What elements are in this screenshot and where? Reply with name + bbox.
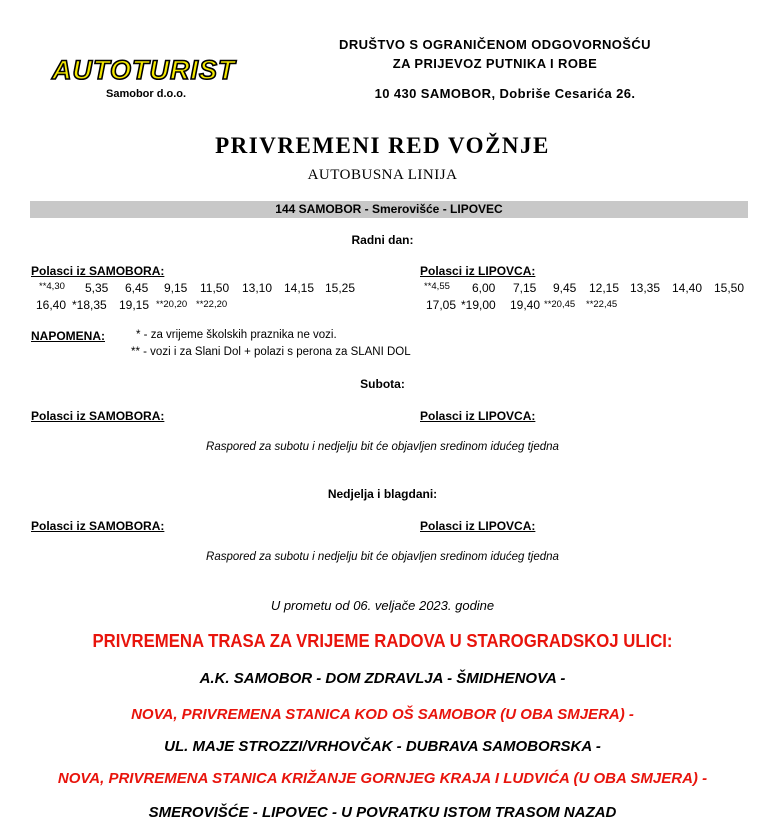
saturday-from-samobor-header: Polasci iz SAMOBORA: — [31, 409, 165, 423]
weekday-label: Radni dan: — [351, 233, 414, 247]
departure-time: **22,45 — [586, 299, 618, 310]
departure-time: 7,15 — [513, 281, 537, 295]
departure-time: 19,40 — [510, 298, 541, 312]
page-title: PRIVREMENI RED VOŽNJE — [215, 133, 550, 158]
company-logo-subtitle: Samobor d.o.o. — [106, 88, 187, 100]
departure-time: **4,30 — [39, 281, 65, 292]
temporary-route-heading: PRIVREMENA TRASA ZA VRIJEME RADOVA U STAROGRADSKOJ ULICI: — [92, 631, 673, 651]
departure-time: **20,20 — [156, 299, 188, 310]
departure-time: *18,35 — [72, 298, 107, 312]
departure-time: *19,00 — [461, 298, 496, 312]
weekday-from-samobor-header: Polasci iz SAMOBORA: — [31, 264, 165, 278]
departure-time: 15,25 — [325, 281, 356, 295]
departure-time: 14,40 — [672, 281, 703, 295]
company-name-line1: DRUŠTVO S OGRANIČENOM ODGOVORNOŠĆU — [339, 37, 651, 52]
saturday-label: Subota: — [360, 377, 405, 391]
route-line-3: UL. MAJE STROZZI/VRHOVČAK - DUBRAVA SAMOBORSKA - — [164, 738, 601, 755]
saturday-from-lipovec-header: Polasci iz LIPOVCA: — [420, 409, 536, 423]
notes-label: NAPOMENA: — [31, 329, 105, 343]
sunday-schedule-info: Raspored za subotu i nedjelju bit će objavljen sredinom idućeg tjedna — [206, 551, 559, 563]
page-subtitle: AUTOBUSNA LINIJA — [307, 167, 458, 183]
company-address: 10 430 SAMOBOR, Dobriše Cesarića 26. — [374, 86, 636, 101]
weekday-from-lipovec-header: Polasci iz LIPOVCA: — [420, 264, 536, 278]
departure-time: 6,45 — [125, 281, 149, 295]
departure-time: 12,15 — [589, 281, 620, 295]
route-line-2: NOVA, PRIVREMENA STANICA KOD OŠ SAMOBOR (U OBA SMJERA) - — [131, 706, 634, 723]
departure-time: 9,45 — [553, 281, 577, 295]
company-logo: AUTOTURIST — [52, 55, 236, 85]
departure-time: 16,40 — [36, 298, 67, 312]
route-line-5: SMEROVIŠĆE - LIPOVEC - U POVRATKU ISTOM TRASOM NAZAD — [148, 804, 617, 821]
departure-time: 9,15 — [164, 281, 188, 295]
departure-time: 5,35 — [85, 281, 109, 295]
effective-date: U prometu od 06. veljače 2023. godine — [270, 598, 495, 613]
route-line-4: NOVA, PRIVREMENA STANICA KRIŽANJE GORNJEG KRAJA I LUDVIĆA (U OBA SMJERA) - — [57, 770, 708, 787]
departure-time: 6,00 — [472, 281, 496, 295]
note-slani-dol: ** - vozi i za Slani Dol + polazi s perona za SLANI DOL — [131, 346, 411, 358]
route-line-1: A.K. SAMOBOR - DOM ZDRAVLJA - ŠMIDHENOVA - — [199, 670, 566, 687]
sunday-from-lipovec-header: Polasci iz LIPOVCA: — [420, 519, 536, 533]
sunday-label: Nedjelja i blagdani: — [327, 487, 438, 501]
company-name-line2: ZA PRIJEVOZ PUTNIKA I ROBE — [392, 56, 598, 71]
departure-time: 13,35 — [630, 281, 661, 295]
departure-time: 11,50 — [200, 281, 230, 295]
departure-time: 19,15 — [119, 298, 150, 312]
saturday-schedule-info: Raspored za subotu i nedjelju bit će objavljen sredinom idućeg tjedna — [206, 441, 559, 453]
departure-time: **4,55 — [424, 281, 450, 292]
line-name-bar: 144 SAMOBOR - Smerovišće - LIPOVEC — [30, 201, 748, 218]
departure-time: 17,05 — [426, 298, 457, 312]
departure-time: 14,15 — [284, 281, 315, 295]
note-school-holidays: * - za vrijeme školskih praznika ne vozi. — [136, 329, 337, 341]
departure-time: **22,20 — [196, 299, 228, 310]
departure-time: 15,50 — [714, 281, 745, 295]
departure-time: **20,45 — [544, 299, 576, 310]
sunday-from-samobor-header: Polasci iz SAMOBORA: — [31, 519, 165, 533]
departure-time: 13,10 — [242, 281, 273, 295]
